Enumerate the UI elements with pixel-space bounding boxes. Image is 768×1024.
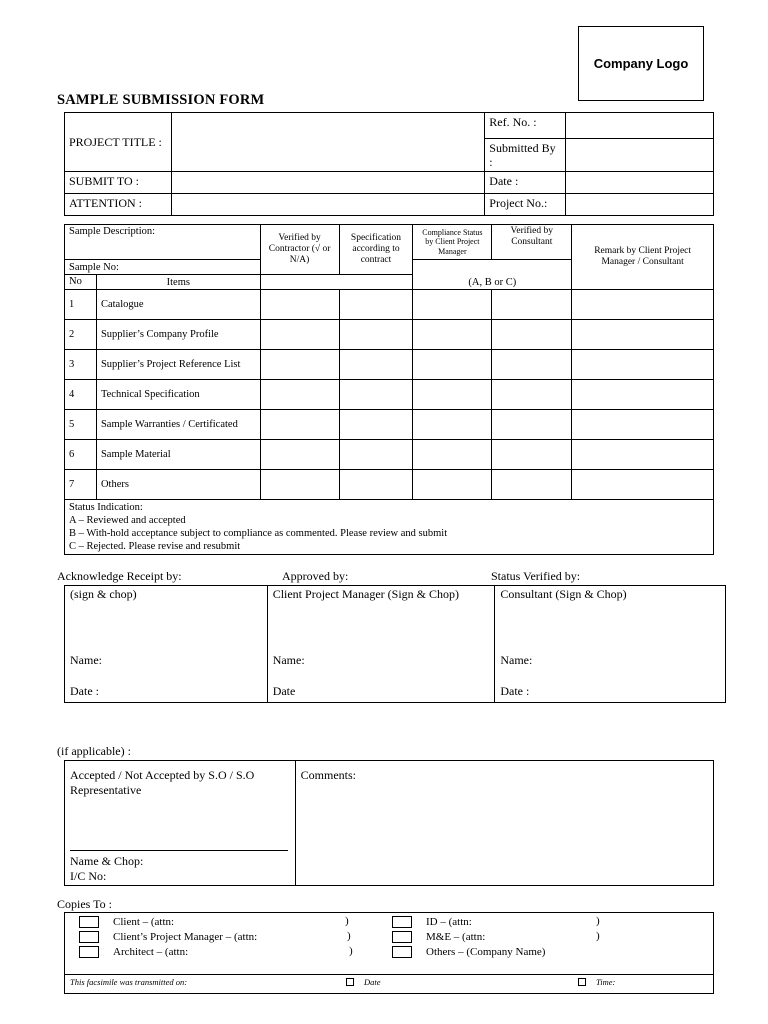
sample-no-label: Sample No: bbox=[65, 260, 261, 275]
remark-header: Remark by Client Project Manager / Consultant bbox=[572, 225, 714, 290]
row-item: Others bbox=[96, 470, 260, 500]
row-item: Sample Warranties / Certificated bbox=[96, 410, 260, 440]
copies-to-label: Copies To : bbox=[57, 897, 112, 911]
cell[interactable] bbox=[572, 440, 714, 470]
table-row bbox=[65, 320, 714, 350]
copy-client[interactable] bbox=[79, 915, 174, 929]
date-label: Date : bbox=[70, 684, 99, 698]
form-title: SAMPLE SUBMISSION FORM bbox=[57, 92, 265, 108]
cell[interactable] bbox=[492, 410, 572, 440]
ref-no-field[interactable] bbox=[566, 113, 714, 139]
project-no-field[interactable] bbox=[566, 194, 714, 216]
specification-header: Specification according to contract bbox=[339, 225, 413, 275]
cell[interactable] bbox=[413, 440, 492, 470]
signature-table bbox=[64, 585, 726, 703]
close-paren: ) bbox=[349, 945, 353, 957]
close-paren: ) bbox=[596, 930, 600, 942]
cell[interactable] bbox=[572, 470, 714, 500]
row-no: 6 bbox=[65, 440, 97, 470]
ref-no-label: Ref. No. : bbox=[485, 113, 566, 139]
checkbox[interactable] bbox=[392, 916, 412, 928]
comments-label: Comments: bbox=[300, 768, 356, 782]
cell[interactable] bbox=[260, 380, 339, 410]
table-row bbox=[65, 380, 714, 410]
date-label: Date bbox=[272, 684, 296, 698]
cell[interactable] bbox=[260, 290, 339, 320]
submit-to-field[interactable] bbox=[171, 172, 484, 194]
transmitted-label: This facsimile was transmitted on: bbox=[70, 977, 188, 987]
status-heading: Status Indication: bbox=[69, 502, 143, 513]
cell[interactable] bbox=[492, 350, 572, 380]
ic-no-label: I/C No: bbox=[70, 869, 107, 883]
no-header: No bbox=[65, 275, 97, 290]
cell[interactable] bbox=[339, 410, 413, 440]
table-row bbox=[65, 290, 714, 320]
copy-others[interactable] bbox=[392, 945, 545, 959]
cell[interactable] bbox=[339, 440, 413, 470]
row-item: Catalogue bbox=[96, 290, 260, 320]
cell[interactable] bbox=[492, 290, 572, 320]
items-table bbox=[64, 224, 714, 555]
copy-architect[interactable] bbox=[79, 945, 188, 959]
cell[interactable] bbox=[339, 320, 413, 350]
copy-id[interactable] bbox=[392, 915, 472, 929]
cell[interactable] bbox=[572, 380, 714, 410]
header-table bbox=[64, 112, 714, 216]
cell[interactable] bbox=[339, 470, 413, 500]
row-no: 5 bbox=[65, 410, 97, 440]
status-c: C – Rejected. Please revise and resubmit bbox=[69, 541, 241, 552]
table-row bbox=[65, 410, 714, 440]
cell[interactable] bbox=[413, 350, 492, 380]
checkbox[interactable] bbox=[79, 931, 99, 943]
checkbox[interactable] bbox=[79, 946, 99, 958]
cell[interactable] bbox=[572, 410, 714, 440]
header-blank bbox=[260, 275, 413, 290]
consultant-label: Consultant (Sign & Chop) bbox=[500, 587, 627, 601]
project-title-label: PROJECT TITLE : bbox=[65, 113, 172, 172]
cell[interactable] bbox=[572, 320, 714, 350]
company-logo: Company Logo bbox=[578, 26, 704, 101]
cell[interactable] bbox=[413, 410, 492, 440]
cell[interactable] bbox=[413, 380, 492, 410]
cell[interactable] bbox=[260, 410, 339, 440]
consultant-box[interactable] bbox=[495, 586, 726, 703]
checkbox[interactable] bbox=[578, 978, 586, 986]
if-applicable-label: (if applicable) : bbox=[57, 744, 131, 758]
close-paren: ) bbox=[596, 915, 600, 927]
row-item: Supplier’s Project Reference List bbox=[96, 350, 260, 380]
table-row bbox=[65, 470, 714, 500]
close-paren: ) bbox=[347, 930, 351, 942]
checkbox[interactable] bbox=[392, 946, 412, 958]
footer-divider bbox=[65, 974, 713, 975]
table-row bbox=[65, 440, 714, 470]
cell[interactable] bbox=[492, 470, 572, 500]
cell[interactable] bbox=[339, 290, 413, 320]
verified-contractor-header: Verified by Contractor (√ or N/A) bbox=[260, 225, 339, 275]
copy-client-pm[interactable] bbox=[79, 930, 257, 944]
submit-to-label: SUBMIT TO : bbox=[65, 172, 172, 194]
cell[interactable] bbox=[413, 320, 492, 350]
name-chop-label: Name & Chop: bbox=[70, 854, 144, 868]
row-item: Sample Material bbox=[96, 440, 260, 470]
cell[interactable] bbox=[339, 350, 413, 380]
cell[interactable] bbox=[492, 380, 572, 410]
so-acceptance-box[interactable] bbox=[65, 761, 296, 886]
copy-label: Client’s Project Manager – (attn: bbox=[113, 931, 258, 943]
attention-label: ATTENTION : bbox=[65, 194, 172, 216]
signature-line bbox=[70, 850, 288, 851]
approved-by-label: Approved by: bbox=[282, 569, 349, 583]
copies-box bbox=[64, 912, 714, 994]
ack-receipt-label: Acknowledge Receipt by: bbox=[57, 569, 182, 583]
footer-time[interactable] bbox=[578, 977, 615, 987]
row-no: 7 bbox=[65, 470, 97, 500]
cell[interactable] bbox=[492, 320, 572, 350]
project-no-label: Project No.: bbox=[485, 194, 566, 216]
items-header: Items bbox=[96, 275, 260, 290]
name-label: Name: bbox=[500, 653, 533, 667]
copy-label: Architect – (attn: bbox=[113, 946, 189, 958]
cell[interactable] bbox=[339, 380, 413, 410]
date-field[interactable] bbox=[566, 172, 714, 194]
cell[interactable] bbox=[260, 350, 339, 380]
submitted-by-label: Submitted By : bbox=[485, 139, 566, 172]
copy-label: Client – (attn: bbox=[113, 916, 175, 928]
client-pm-label: Client Project Manager (Sign & Chop) bbox=[272, 587, 459, 601]
ack-receipt-box[interactable] bbox=[65, 586, 268, 703]
cell[interactable] bbox=[572, 350, 714, 380]
abc-header: (A, B or C) bbox=[413, 260, 572, 290]
date-label: Date : bbox=[500, 684, 530, 698]
footer-time-label: Time: bbox=[596, 977, 616, 987]
footer-date-label: Date bbox=[364, 977, 381, 987]
status-a: A – Reviewed and accepted bbox=[69, 515, 186, 526]
copy-label: Others – (Company Name) bbox=[426, 946, 546, 958]
row-item: Technical Specification bbox=[96, 380, 260, 410]
verified-consultant-header: Verified by Consultant bbox=[492, 225, 572, 260]
name-label: Name: bbox=[70, 653, 102, 667]
name-label: Name: bbox=[272, 653, 305, 667]
checkbox[interactable] bbox=[392, 931, 412, 943]
comments-box[interactable] bbox=[295, 761, 713, 886]
checkbox[interactable] bbox=[346, 978, 354, 986]
sign-chop-label: (sign & chop) bbox=[70, 587, 137, 601]
footer-date[interactable] bbox=[346, 977, 381, 987]
cell[interactable] bbox=[260, 440, 339, 470]
client-pm-box[interactable] bbox=[267, 586, 495, 703]
cell[interactable] bbox=[413, 290, 492, 320]
row-no: 3 bbox=[65, 350, 97, 380]
status-verified-label: Status Verified by: bbox=[491, 569, 581, 583]
row-no: 4 bbox=[65, 380, 97, 410]
copy-label: ID – (attn: bbox=[426, 916, 472, 928]
close-paren: ) bbox=[345, 915, 349, 927]
project-title-field[interactable] bbox=[171, 113, 484, 172]
date-label: Date : bbox=[485, 172, 566, 194]
table-row bbox=[65, 350, 714, 380]
status-indication bbox=[65, 500, 714, 555]
copy-label: M&E – (attn: bbox=[426, 931, 486, 943]
cell[interactable] bbox=[572, 290, 714, 320]
checkbox[interactable] bbox=[79, 916, 99, 928]
so-accepted-label: Accepted / Not Accepted by S.O / S.O Representative bbox=[70, 768, 255, 797]
compliance-header: Compliance Status by Client Project Manager bbox=[413, 225, 492, 260]
cell[interactable] bbox=[260, 470, 339, 500]
so-table bbox=[64, 760, 714, 886]
cell[interactable] bbox=[492, 440, 572, 470]
row-no: 2 bbox=[65, 320, 97, 350]
submitted-by-field[interactable] bbox=[566, 139, 714, 172]
copy-me[interactable] bbox=[392, 930, 485, 944]
attention-field[interactable] bbox=[171, 194, 484, 216]
cell[interactable] bbox=[260, 320, 339, 350]
status-b: B – With-hold acceptance subject to compliance as commented. Please review and submit bbox=[69, 528, 448, 539]
row-no: 1 bbox=[65, 290, 97, 320]
cell[interactable] bbox=[413, 470, 492, 500]
row-item: Supplier’s Company Profile bbox=[96, 320, 260, 350]
sample-description-label: Sample Description: bbox=[65, 225, 261, 260]
